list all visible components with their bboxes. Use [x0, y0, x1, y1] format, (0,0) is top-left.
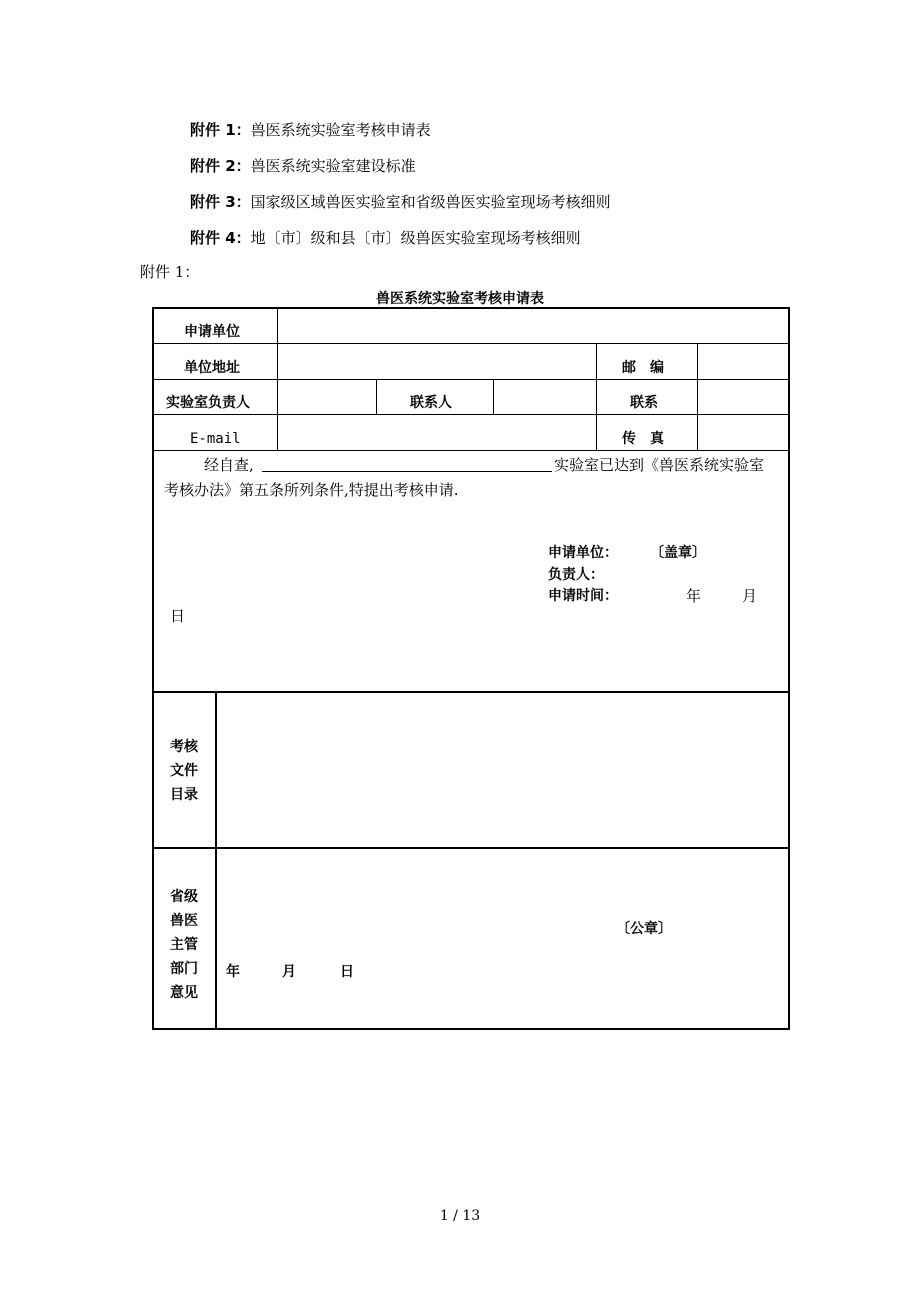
fax-field[interactable] — [699, 415, 787, 449]
col-divider — [215, 691, 217, 1030]
contact-label: 联系 — [630, 395, 658, 411]
col-divider — [493, 379, 494, 414]
attachment-label: 附件 1： — [190, 121, 251, 139]
page-number: 1 / 13 — [439, 1208, 481, 1224]
attachment-text: 兽医系统实验室考核申请表 — [250, 121, 431, 139]
row-divider — [152, 450, 790, 451]
fax-label: 传 真 — [622, 431, 664, 447]
col-divider — [596, 343, 597, 450]
email-field[interactable] — [279, 415, 595, 449]
table-border-bottom — [152, 1028, 790, 1030]
docs-label-line: 目录 — [170, 787, 198, 803]
opinion-label-line: 兽医 — [170, 913, 198, 929]
docs-catalog-field[interactable] — [218, 693, 787, 846]
table-border-right — [788, 307, 790, 1030]
opinion-label-line: 部门 — [170, 961, 198, 977]
contact-field[interactable] — [699, 380, 787, 413]
attachment-label: 附件 3： — [190, 193, 251, 211]
col-divider — [376, 379, 377, 414]
attachment-item-3 — [190, 192, 611, 212]
col-divider — [277, 307, 278, 450]
opinion-label-line: 意见 — [170, 985, 198, 1001]
contact-person-label: 联系人 — [410, 395, 452, 411]
sign-head-label: 负责人： — [548, 567, 604, 583]
attachment-item-1 — [190, 120, 431, 140]
applicant-unit-label: 申请单位 — [184, 324, 240, 340]
unit-address-label: 单位地址 — [184, 360, 240, 376]
docs-catalog-label — [164, 735, 204, 807]
col-divider — [697, 343, 698, 450]
lab-name-blank[interactable] — [262, 471, 552, 472]
docs-label-line: 考核 — [170, 739, 198, 755]
opinion-label-line: 主管 — [170, 937, 198, 953]
contact-person-field[interactable] — [495, 380, 595, 413]
section-label: 附件 1： — [140, 263, 200, 281]
declaration-suffix: 实验室已达到《兽医系统实验室 — [554, 456, 765, 474]
row-divider — [152, 379, 790, 380]
opinion-month-label: 月 — [282, 964, 296, 980]
attachment-item-4 — [190, 228, 581, 248]
lab-head-label: 实验室负责人 — [166, 395, 250, 411]
form-title: 兽医系统实验室考核申请表 — [376, 291, 544, 307]
attachment-label: 附件 4： — [190, 229, 251, 247]
opinion-day-label: 日 — [340, 964, 354, 980]
postcode-label: 邮 编 — [622, 360, 664, 376]
docs-label-line: 文件 — [170, 763, 198, 779]
year-label: 年 — [686, 587, 702, 605]
declaration-prefix: 经自查, — [204, 456, 254, 474]
sign-unit-label: 申请单位： — [548, 545, 618, 561]
attachment-text: 国家级区域兽医实验室和省级兽医实验室现场考核细则 — [250, 193, 611, 211]
opinion-label — [164, 885, 204, 1005]
attachment-text: 地〔市〕级和县〔市〕级兽医实验室现场考核细则 — [250, 229, 581, 247]
postcode-field[interactable] — [699, 344, 787, 378]
declaration-line2: 考核办法》第五条所列条件,特提出考核申请. — [164, 481, 459, 499]
attachment-text: 兽医系统实验室建设标准 — [250, 157, 416, 175]
applicant-unit-field[interactable] — [279, 309, 787, 343]
attachment-label: 附件 2： — [190, 157, 251, 175]
attachment-item-2 — [190, 156, 416, 176]
month-label: 月 — [742, 587, 758, 605]
lab-head-field[interactable] — [279, 380, 375, 413]
day-label: 日 — [170, 607, 186, 625]
opinion-label-line: 省级 — [170, 889, 198, 905]
opinion-field[interactable] — [218, 849, 787, 1027]
opinion-year-label: 年 — [226, 964, 240, 980]
seal-label: 〔盖章〕 — [650, 545, 706, 561]
official-seal-label: 〔公章〕 — [616, 921, 672, 937]
sign-time-label: 申请时间： — [548, 588, 618, 604]
email-label: E-mail — [190, 431, 241, 447]
unit-address-field[interactable] — [279, 344, 595, 378]
table-border-left — [152, 307, 154, 1030]
